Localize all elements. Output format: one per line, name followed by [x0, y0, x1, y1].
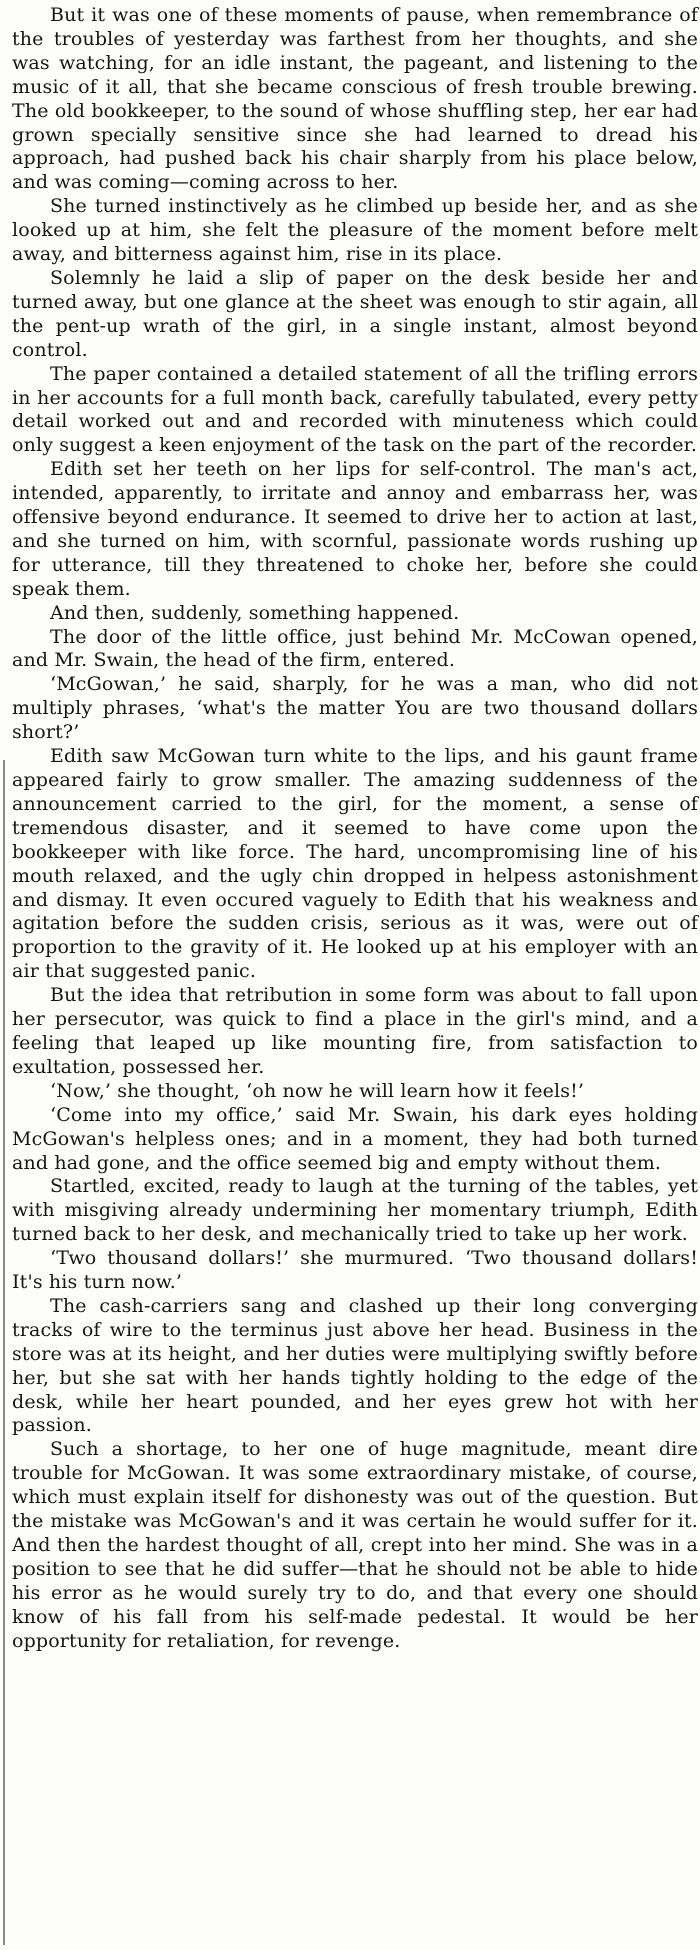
paragraph: But it was one of these moments of pause, when remembrance of the troubles of yesterday was farthest from her thoughts, and she was watching, for an idle instant, the pageant, and listening to the music of it all, that she became conscious of fresh trouble brewing. The old bookkeeper, to the sound of whose shuffling step, her ear had grown specially sensitive since she had learned to dread his approach, had pushed back his chair sharply from his place below, and was coming—coming across to her. [12, 4, 698, 194]
paragraph: The cash-carriers sang and clashed up their long converging tracks of wire to the terminus just above her head. Business in the store was at its height, and her duties were multiplying swiftly before her, but she sat with her hands tightly holding to the edge of the desk, while her heart pounded, and her eyes grew hot with her passion. [12, 1294, 698, 1437]
article-column [12, 4, 698, 1654]
paragraph: She turned instinctively as he climbed up beside her, and as she looked up at him, she felt the pleasure of the moment before melt away, and bitterness against him, rise in its place. [12, 195, 698, 266]
paragraph: ‘Now,’ she thought, ‘oh now he will learn how it feels!’ [50, 1079, 585, 1102]
paragraph: The door of the little office, just behind Mr. McCowan opened, and Mr. Swain, the head of the firm, entered. [12, 625, 698, 672]
paragraph: Edith saw McGowan turn white to the lips, and his gaunt frame appeared fairly to grow smaller. The amazing suddenness of the announcement carried to the girl, for the moment, a sense of tremendous disaster, and it seemed to have come upon the bookkeeper with like force. The hard, uncompromising line of his mouth relaxed, and the ugly chin dropped in helpess astonishment and dismay. It even occured vaguely to Edith that his weakness and agitation before the sudden crisis, serious as it was, were out of proportion to the gravity of it. He looked up at his employer with an air that suggested panic. [12, 745, 698, 983]
column-rule [3, 760, 5, 1945]
paragraph: And then, suddenly, something happened. [50, 601, 460, 624]
paragraph: ‘Come into my office,’ said Mr. Swain, his dark eyes holding McGowan's helpless ones; and in a moment, they had both turned and had gone, and the office seemed big and empty without them. [12, 1103, 698, 1174]
paragraph: But the idea that retribution in some form was about to fall upon her persecutor, was quick to find a place in the girl's mind, and a feeling that leaped up like mounting fire, from satisfaction to exultation, possessed her. [12, 984, 698, 1078]
paragraph: Edith set her teeth on her lips for self-control. The man's act, intended, apparently, to irritate and annoy and embarrass her, was offensive beyond endurance. It seemed to drive her to action at last, and she turned on him, with scornful, passionate words rushing up for utterance, till they threatened to choke her, before she could speak them. [12, 458, 698, 600]
paragraph: ‘Two thousand dollars!’ she murmured. ‘Two thousand dollars! It's his turn now.’ [12, 1247, 698, 1294]
paragraph: Solemnly he laid a slip of paper on the desk beside her and turned away, but one glance at the sheet was enough to stir again, all the pent-up wrath of the girl, in a single instant, almost beyond control. [12, 266, 698, 361]
paragraph: Such a shortage, to her one of huge magnitude, meant dire trouble for McGowan. It was some extraordinary mistake, of course, which must explain itself for dishonesty was out of the question. But the mistake was McGowan's and it was certain he would suffer for it. And then the hardest thought of all, crept into her mind. She was in a position to see that he did suffer—that he should not be able to hide his error as he would surely try to do, and that every one should know of his fall from his self-made pedestal. It would be her opportunity for retaliation, for revenge. [12, 1438, 698, 1652]
paragraph: The paper contained a detailed statement of all the trifling errors in her accounts for a full month back, carefully tabulated, every petty detail worked out and and recorded with minuteness which could only suggest a keen enjoyment of the task on the part of the recorder. [12, 362, 698, 457]
paragraph: Startled, excited, ready to laugh at the turning of the tables, yet with misgiving already undermining her momentary triumph, Edith turned back to her desk, and mechanically tried to take up her work. [12, 1175, 698, 1246]
paragraph: ‘McGowan,’ he said, sharply, for he was a man, who did not multiply phrases, ‘what's the matter You are two thousand dollars short?’ [12, 673, 698, 744]
